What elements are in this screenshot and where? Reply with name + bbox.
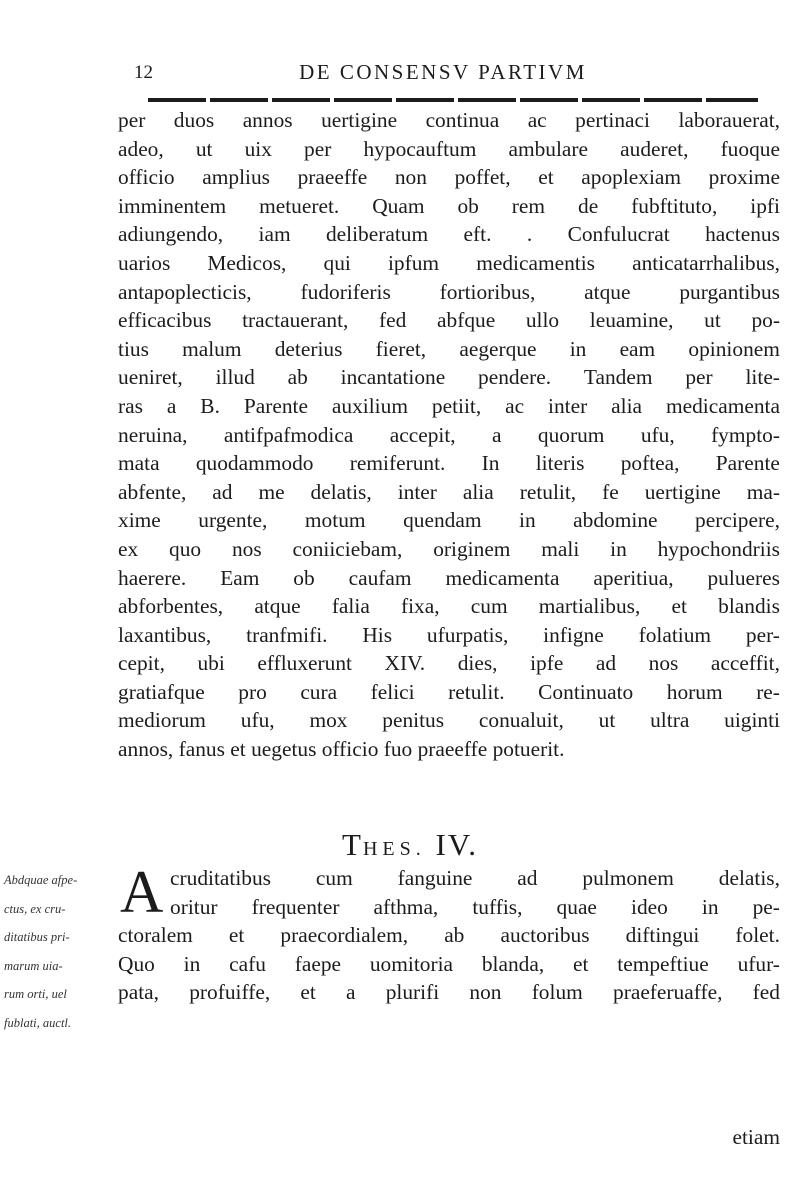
word: ipfi [750, 193, 780, 218]
word: medicamenta [445, 565, 560, 590]
word: literis [535, 451, 585, 476]
margin-note-line: ctus, ex cru- [4, 901, 66, 916]
word: fed [752, 980, 780, 1005]
word: Quam [372, 193, 425, 218]
margin-note [4, 866, 114, 1038]
word: abfente, [118, 479, 187, 504]
word: blanda, [481, 951, 545, 976]
word: me [258, 479, 285, 504]
text-line [118, 564, 780, 593]
word: cum [315, 866, 353, 890]
word: nos [648, 651, 679, 676]
word: blandis [718, 594, 780, 619]
word: amplius [202, 165, 270, 190]
word: Continuato [538, 679, 634, 704]
word: ipfe [530, 651, 564, 676]
running-head: DE CONSENSV PARTIVM [299, 60, 587, 84]
word: ob [457, 193, 479, 218]
text-line [118, 706, 780, 735]
word: Parente [243, 393, 308, 418]
word: percipere, [695, 508, 780, 533]
word: annos [242, 108, 293, 132]
word: et [538, 165, 554, 190]
word: tractauerant, [242, 308, 349, 333]
word: tempeftiue [617, 951, 709, 976]
word: ma- [746, 479, 780, 504]
word: caufam [348, 565, 412, 590]
word: conualuit, [478, 708, 564, 733]
text-line [118, 921, 780, 950]
word: uertigine [321, 108, 398, 132]
word: a [492, 422, 502, 447]
margin-note-line: marum uia- [4, 958, 63, 973]
word: incantatione [340, 365, 446, 390]
word: haerere. [118, 565, 187, 590]
word: penitus [382, 708, 445, 733]
word: praeeffe [297, 165, 368, 190]
word: aperitiua, [593, 565, 674, 590]
word: laborauerat, [678, 108, 780, 132]
word: medicamentis [476, 250, 595, 275]
word: et [671, 594, 687, 619]
word: eam [619, 336, 656, 361]
word: ambulare [508, 136, 589, 161]
word: ex [118, 536, 139, 561]
word: cruditatibus [170, 866, 271, 890]
word: ufu, [240, 708, 275, 733]
word: per [304, 136, 332, 161]
section-number: IV. [435, 827, 478, 862]
word: Confulucrat [567, 222, 670, 247]
page-number: 12 [134, 62, 153, 83]
text-line [118, 978, 780, 1007]
word: in [610, 536, 627, 561]
word: efficacibus [118, 308, 212, 333]
text-line [118, 478, 780, 507]
word: infigne [543, 622, 604, 647]
text-line [118, 363, 780, 392]
word: delatis, [310, 479, 372, 504]
word: ubi [197, 651, 225, 676]
word: pro [238, 679, 267, 704]
word: fubftituto, [631, 193, 718, 218]
word: re- [756, 679, 780, 704]
word: felici [370, 679, 415, 704]
word: non [469, 980, 502, 1005]
word: mediorum [118, 708, 206, 733]
word: neruina, [118, 422, 188, 447]
word: leuamine, [589, 308, 674, 333]
word: afthma, [373, 894, 439, 919]
word: purgantibus [679, 279, 780, 304]
text-line [118, 249, 780, 278]
text-line: annos, fanus et uegetus officio fuo praeeffe potuerit. [118, 737, 565, 762]
word: uertigine [644, 479, 721, 504]
word: quo [169, 536, 202, 561]
word: uix [244, 136, 272, 161]
text-line [118, 506, 780, 535]
word: antifpafmodica [223, 422, 354, 447]
word: ad [212, 479, 233, 504]
word: ad [517, 866, 538, 890]
word: ullo [525, 308, 560, 333]
word: cum [470, 594, 508, 619]
word: XIV. [384, 651, 426, 676]
word: folet. [735, 923, 780, 948]
word: metueret. [259, 193, 340, 218]
word: effluxerunt [257, 651, 352, 676]
word: uarios [118, 250, 171, 275]
word: hactenus [705, 222, 780, 247]
word: ctoralem [118, 923, 193, 948]
word: pe- [752, 894, 780, 919]
word: In [481, 451, 500, 476]
word: quorum [537, 422, 605, 447]
word: fed [379, 308, 407, 333]
word: mali [541, 536, 580, 561]
word: inter [397, 479, 437, 504]
word: pata, [118, 980, 159, 1005]
word: auderet, [620, 136, 689, 161]
word: fortioribus, [439, 279, 536, 304]
word: adiungendo, [118, 222, 224, 247]
drop-cap: A [120, 859, 164, 925]
word: remiferunt. [349, 451, 446, 476]
word: abforbentes, [118, 594, 224, 619]
word: auctoribus [500, 923, 590, 948]
text-line [118, 335, 780, 364]
word: continua [425, 108, 500, 132]
word: atque [254, 594, 301, 619]
word: mata [118, 451, 160, 476]
word: xime [118, 508, 161, 533]
word: in [519, 508, 536, 533]
word: alia [462, 479, 494, 504]
word: fixa, [400, 594, 440, 619]
word: ob [293, 565, 315, 590]
word: Quo [118, 951, 155, 976]
word: originem [433, 536, 511, 561]
text-line [118, 950, 780, 979]
word: aegerque [459, 336, 537, 361]
word: fanguine [397, 866, 473, 890]
word: . [526, 222, 533, 247]
word: accepit, [389, 422, 456, 447]
word: tius [118, 336, 149, 361]
word: adeo, [118, 136, 164, 161]
word: ad [595, 651, 617, 676]
word: lite- [745, 365, 780, 390]
word: iam [258, 222, 291, 247]
word: mox [309, 708, 348, 733]
word: in [183, 951, 201, 976]
word: fieret, [375, 336, 427, 361]
header-rule [148, 98, 758, 102]
word: ab [287, 365, 308, 390]
text-line [118, 106, 780, 135]
word: ab [444, 923, 465, 948]
word: duos [173, 108, 215, 132]
word: illud [215, 365, 255, 390]
word: per [685, 365, 713, 390]
text-line [118, 535, 780, 564]
word: pulueres [707, 565, 780, 590]
word: et [228, 923, 245, 948]
margin-note-line: rum orti, uel [4, 987, 67, 1002]
word: poftea, [620, 451, 680, 476]
word: abdomine [573, 508, 658, 533]
word: opinionem [688, 336, 780, 361]
text-line [118, 621, 780, 650]
word: cafu [229, 951, 266, 976]
text-line [118, 864, 780, 893]
word: malum [182, 336, 242, 361]
word: oritur [170, 894, 218, 919]
word: ipfum [387, 250, 440, 275]
word: delatis, [718, 866, 780, 890]
word: urgente, [198, 508, 268, 533]
word: per [118, 108, 146, 132]
word: ras [118, 393, 143, 418]
word: per- [745, 622, 780, 647]
word: imminentem [118, 193, 227, 218]
word: cepit, [118, 651, 165, 676]
word: rem [511, 193, 546, 218]
catchword: etiam [732, 1125, 780, 1149]
word: pertinaci [575, 108, 650, 132]
word: ut [704, 308, 721, 333]
section-heading [160, 827, 660, 863]
word: non [394, 165, 427, 190]
text-line [118, 893, 780, 922]
word: coniiciebam, [292, 536, 403, 561]
word: eft. [463, 222, 492, 247]
word: abfque [437, 308, 496, 333]
word: et [573, 951, 589, 976]
word: medicamenta [665, 393, 780, 418]
word: inter [548, 393, 588, 418]
word: dies, [457, 651, 498, 676]
word: deliberatum [325, 222, 429, 247]
word: folum [531, 980, 583, 1005]
word: retulit. [448, 679, 505, 704]
margin-note-line: fublati, auctl. [4, 1015, 72, 1030]
word: deterius [274, 336, 343, 361]
text-line [118, 678, 780, 707]
word: hypochondriis [657, 536, 780, 561]
word: falia [331, 594, 370, 619]
word: pendere. [478, 365, 552, 390]
word: petiit, [431, 393, 482, 418]
word: retulit, [519, 479, 577, 504]
word: ufur- [737, 951, 780, 976]
word: nos [231, 536, 262, 561]
word: ut [598, 708, 616, 733]
word: martialibus, [538, 594, 641, 619]
word: gratiafque [118, 679, 205, 704]
word: motum [304, 508, 366, 533]
word: anticatarrhalibus, [632, 250, 780, 275]
word: po- [751, 308, 780, 333]
word: ultra [650, 708, 690, 733]
word: fudoriferis [300, 279, 391, 304]
text-line [118, 192, 780, 221]
word: laxantibus, [118, 622, 212, 647]
word: B. [200, 393, 220, 418]
text-line [118, 163, 780, 192]
word: a [166, 393, 177, 418]
word: proxime [708, 165, 780, 190]
word: uomitoria [369, 951, 454, 976]
word: plurifi [385, 980, 440, 1005]
text-line [118, 278, 780, 307]
word: quendam [403, 508, 482, 533]
word: diftingui [625, 923, 700, 948]
word: ac [505, 393, 525, 418]
word: Tandem [583, 365, 653, 390]
word: acceffit, [710, 651, 780, 676]
word: pulmonem [582, 866, 674, 890]
word: in [569, 336, 587, 361]
margin-note-line: ditatibus pri- [4, 930, 70, 945]
section-title-rest: HES. [362, 838, 426, 860]
paragraph-1 [118, 106, 780, 764]
word: fympto- [711, 422, 780, 447]
word: auxilium [331, 393, 408, 418]
word: et [300, 980, 316, 1005]
word: tuffis, [472, 894, 523, 919]
word: profuiffe, [189, 980, 271, 1005]
word: quodammodo [195, 451, 314, 476]
text-line [118, 592, 780, 621]
word: His [362, 622, 393, 647]
margin-note-line: Abdquae afpe- [4, 873, 78, 887]
word: quae [556, 894, 597, 919]
word: folatium [638, 622, 712, 647]
paragraph-2 [118, 859, 780, 1007]
word: horum [666, 679, 723, 704]
word: in [701, 894, 719, 919]
word: officio [118, 165, 175, 190]
word: ac [527, 108, 547, 132]
word: Medicos, [207, 250, 287, 275]
word: a [346, 980, 356, 1005]
word: apoplexiam [581, 165, 682, 190]
word: fuoque [720, 136, 780, 161]
word: fe [602, 479, 619, 504]
word: ut [195, 136, 213, 161]
word: ueniret, [118, 365, 183, 390]
text-line [118, 649, 780, 678]
word: de [578, 193, 599, 218]
word: hypocauftum [363, 136, 477, 161]
word: Parente [715, 451, 780, 476]
word: antapoplecticis, [118, 279, 252, 304]
text-line [118, 392, 780, 421]
text-line [118, 135, 780, 164]
word: ufurpatis, [426, 622, 509, 647]
word: tranfmifi. [246, 622, 328, 647]
word: frequenter [251, 894, 340, 919]
text-line [118, 220, 780, 249]
word: praecordialem, [280, 923, 409, 948]
word: uiginti [724, 708, 780, 733]
word: alia [611, 393, 643, 418]
page-header [128, 56, 758, 86]
word: Eam [220, 565, 260, 590]
word: faepe [294, 951, 342, 976]
word: atque [584, 279, 631, 304]
word: ufu, [640, 422, 675, 447]
word: praeferuaffe, [613, 980, 723, 1005]
text-line [118, 449, 780, 478]
text-line [118, 421, 780, 450]
word: poffet, [454, 165, 511, 190]
section-title-initial: T [342, 827, 363, 862]
word: ideo [631, 894, 668, 919]
text-line [118, 306, 780, 335]
word: qui [323, 250, 351, 275]
word: cura [300, 679, 338, 704]
